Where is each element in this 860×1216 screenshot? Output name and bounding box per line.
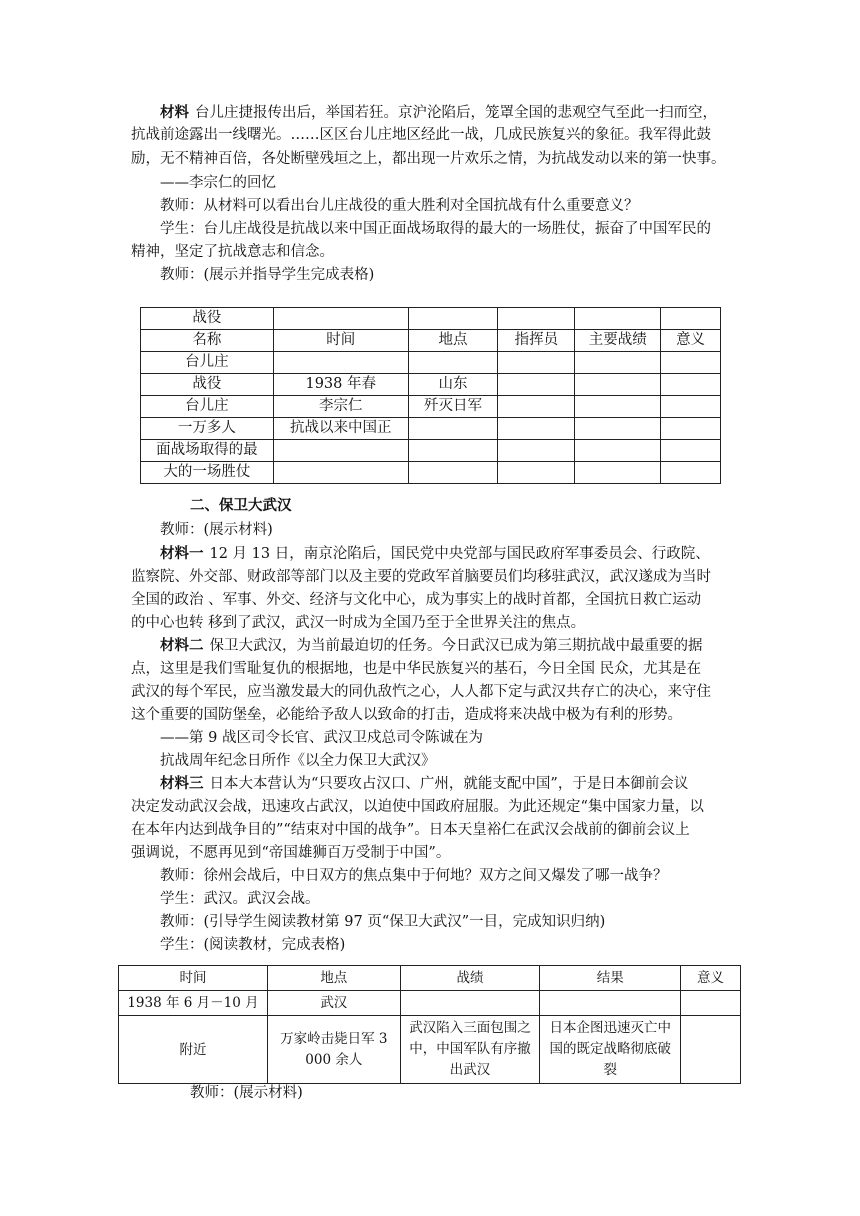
student-read: 学生：(阅读教材，完成表格) bbox=[160, 937, 346, 953]
table-cell bbox=[661, 396, 721, 418]
header-achievement: 战绩 bbox=[400, 966, 540, 991]
table-row bbox=[141, 440, 721, 462]
table-row bbox=[119, 991, 741, 1016]
table-cell bbox=[408, 352, 498, 374]
table-cell: 山东 bbox=[408, 374, 498, 396]
table-cell bbox=[498, 374, 575, 396]
table-row bbox=[141, 396, 721, 418]
material-line-2: 抗战前途露出一线曙光。……区区台儿庄地区经此一战，几成民族复兴的象征。我军得此鼓 bbox=[131, 127, 711, 143]
material-two-source-2: 抗战周年纪念日所作《以全力保卫大武汉》 bbox=[160, 753, 436, 769]
material-three-text: 日本大本营认为“只要攻占汉口、广州，就能支配中国”，于是日本御前会议 bbox=[209, 776, 689, 792]
table-cell bbox=[575, 440, 661, 462]
material-one-line-2: 监察院、外交部、财政部等部门以及主要的党政军首脑要员们均移驻武汉，武汉遂成为当时 bbox=[131, 569, 711, 585]
material-one-label: 材料一 bbox=[160, 546, 204, 562]
table-cell bbox=[575, 396, 661, 418]
table-cell: 万家岭击毙日军 3 000 余人 bbox=[267, 1016, 400, 1084]
material-three-line-3: 在本年内达到战争目的”“结束对中国的战争”。日本天皇裕仁在武汉会战前的御前会议上 bbox=[131, 822, 690, 838]
table-cell bbox=[661, 374, 721, 396]
table-cell bbox=[498, 308, 575, 330]
material-two-source-1: ——第 9 战区司令长官、武汉卫戍总司令陈诚在为 bbox=[160, 730, 483, 746]
material-two-line-1 bbox=[160, 635, 770, 657]
material-two-label: 材料二 bbox=[160, 638, 204, 654]
material-text: 台儿庄捷报传出后，举国若狂。京沪沦陷后，笼罩全国的悲观空气至此一扫而空， bbox=[195, 105, 717, 121]
material-one-line-3: 全国的政治 、军事、外交、经济与文化中心，成为事实上的战时首都，全国抗日救亡运动 bbox=[131, 592, 702, 608]
table-cell bbox=[498, 462, 575, 484]
material-one-line-4: 的中心也转 移到了武汉，武汉一时成为全国乃至于全世界关注的焦点。 bbox=[131, 615, 586, 631]
table-cell bbox=[661, 440, 721, 462]
table-cell bbox=[408, 308, 498, 330]
table-cell: 时间 bbox=[273, 330, 408, 352]
table-cell: 指挥员 bbox=[498, 330, 575, 352]
table-cell: 地点 bbox=[408, 330, 498, 352]
table-cell bbox=[661, 308, 721, 330]
material-three-line-1 bbox=[160, 773, 770, 795]
section-heading: 二、保卫大武汉 bbox=[190, 498, 292, 514]
table-cell: 大的一场胜仗 bbox=[141, 462, 274, 484]
student-answer-line-2: 精神，坚定了抗战意志和信念。 bbox=[131, 244, 334, 260]
table-cell bbox=[408, 462, 498, 484]
table-cell bbox=[400, 991, 540, 1016]
material-source: ——李宗仁的回忆 bbox=[160, 175, 276, 191]
teacher-show-material-2: 教师：(展示材料) bbox=[190, 1085, 303, 1101]
material-two-line-3: 武汉的每个军民，应当激发最大的同仇敌忾之心，人人都下定与武汉共存亡的决心，来守住 bbox=[131, 684, 711, 700]
material-two-line-2: 点，这里是我们雪耻复仇的根据地，也是中华民族复兴的基石，今日全国 民众，尤其是在 bbox=[131, 661, 702, 677]
table-cell: 1938 年 6 月－10 月 bbox=[119, 991, 268, 1016]
header-significance: 意义 bbox=[681, 966, 741, 991]
material-line-3: 励，无不精神百倍，各处断壁残垣之上，都出现一片欢乐之情，为抗战发动以来的第一快事。 bbox=[131, 151, 726, 167]
taierzhuang-table bbox=[140, 307, 721, 484]
header-place: 地点 bbox=[267, 966, 400, 991]
table-cell: 附近 bbox=[119, 1016, 268, 1084]
material-label: 材料 bbox=[160, 105, 189, 121]
table-cell bbox=[681, 991, 741, 1016]
table-cell: 战役 bbox=[141, 308, 274, 330]
wuhan-table bbox=[118, 965, 741, 1084]
material-three-label: 材料三 bbox=[160, 776, 204, 792]
table-cell bbox=[661, 418, 721, 440]
table-row bbox=[141, 418, 721, 440]
table-cell: 一万多人 bbox=[141, 418, 274, 440]
table-header-row bbox=[119, 966, 741, 991]
table-cell: 1938 年春 bbox=[273, 374, 408, 396]
table-cell: 李宗仁 bbox=[273, 396, 408, 418]
table-cell: 日本企图迅速灭亡中国的既定战略彻底破裂 bbox=[540, 1016, 681, 1084]
table-cell bbox=[408, 418, 498, 440]
header-time: 时间 bbox=[119, 966, 268, 991]
table-row bbox=[141, 308, 721, 330]
table-row bbox=[119, 1016, 741, 1084]
table-row bbox=[141, 462, 721, 484]
table-cell bbox=[661, 462, 721, 484]
table-cell bbox=[273, 462, 408, 484]
table-cell bbox=[273, 440, 408, 462]
table-cell bbox=[273, 352, 408, 374]
table-cell bbox=[575, 418, 661, 440]
material-three-line-4: 强调说，不愿再见到“帝国雄狮百万受制于中国”。 bbox=[131, 845, 451, 861]
material-one-line-1 bbox=[160, 543, 770, 565]
table-row bbox=[141, 352, 721, 374]
table-cell bbox=[575, 308, 661, 330]
teacher-guide: 教师：(引导学生阅读教材第 97 页“保卫大武汉”一目，完成知识归纳) bbox=[160, 914, 606, 930]
material-three-line-2: 决定发动武汉会战，迅速攻占武汉，以迫使中国政府屈服。为此还规定“集中国家力量，以 bbox=[131, 799, 704, 815]
table-cell: 主要战绩 bbox=[575, 330, 661, 352]
table-header-row bbox=[141, 330, 721, 352]
material-two-text: 保卫大武汉，为当前最迫切的任务。今日武汉已成为第三期抗战中最重要的据 bbox=[209, 638, 703, 654]
table-cell bbox=[498, 418, 575, 440]
table-cell bbox=[575, 462, 661, 484]
material-two-line-4: 这个重要的国防堡垒，必能给予敌人以致命的打击，造成将来决战中极为有利的形势。 bbox=[131, 707, 682, 723]
table-cell: 台儿庄 bbox=[141, 352, 274, 374]
teacher-show-material: 教师：(展示材料) bbox=[160, 522, 273, 538]
table-cell bbox=[498, 440, 575, 462]
table-cell bbox=[575, 352, 661, 374]
table-cell bbox=[408, 440, 498, 462]
student-answer-2: 学生：武汉。武汉会战。 bbox=[160, 891, 320, 907]
table-cell: 台儿庄 bbox=[141, 396, 274, 418]
material-line-1 bbox=[160, 102, 770, 124]
table-cell bbox=[540, 991, 681, 1016]
table-cell: 意义 bbox=[661, 330, 721, 352]
table-cell bbox=[575, 374, 661, 396]
table-cell: 武汉 bbox=[267, 991, 400, 1016]
header-result: 结果 bbox=[540, 966, 681, 991]
table-cell: 抗战以来中国正 bbox=[273, 418, 408, 440]
table-cell: 名称 bbox=[141, 330, 274, 352]
table-cell bbox=[661, 352, 721, 374]
table-cell bbox=[498, 396, 575, 418]
teacher-question: 教师：从材料可以看出台儿庄战役的重大胜利对全国抗战有什么重要意义？ bbox=[160, 198, 639, 214]
table-row bbox=[141, 374, 721, 396]
table-cell: 战役 bbox=[141, 374, 274, 396]
table-cell: 歼灭日军 bbox=[408, 396, 498, 418]
table-cell: 武汉陷入三面包围之中，中国军队有序撤出武汉 bbox=[400, 1016, 540, 1084]
teacher-instruction: 教师：(展示并指导学生完成表格) bbox=[160, 267, 375, 283]
material-one-text: 12 月 13 日，南京沦陷后，国民党中央党部与国民政府军事委员会、行政院、 bbox=[209, 546, 710, 562]
teacher-question-2: 教师：徐州会战后，中日双方的焦点集中于何地？双方之间又爆发了哪一战争？ bbox=[160, 868, 668, 884]
student-answer-line-1: 学生：台儿庄战役是抗战以来中国正面战场取得的最大的一场胜仗，振奋了中国军民的 bbox=[160, 221, 711, 237]
table-cell bbox=[498, 352, 575, 374]
table-cell bbox=[681, 1016, 741, 1084]
table-cell bbox=[273, 308, 408, 330]
table-cell: 面战场取得的最 bbox=[141, 440, 274, 462]
